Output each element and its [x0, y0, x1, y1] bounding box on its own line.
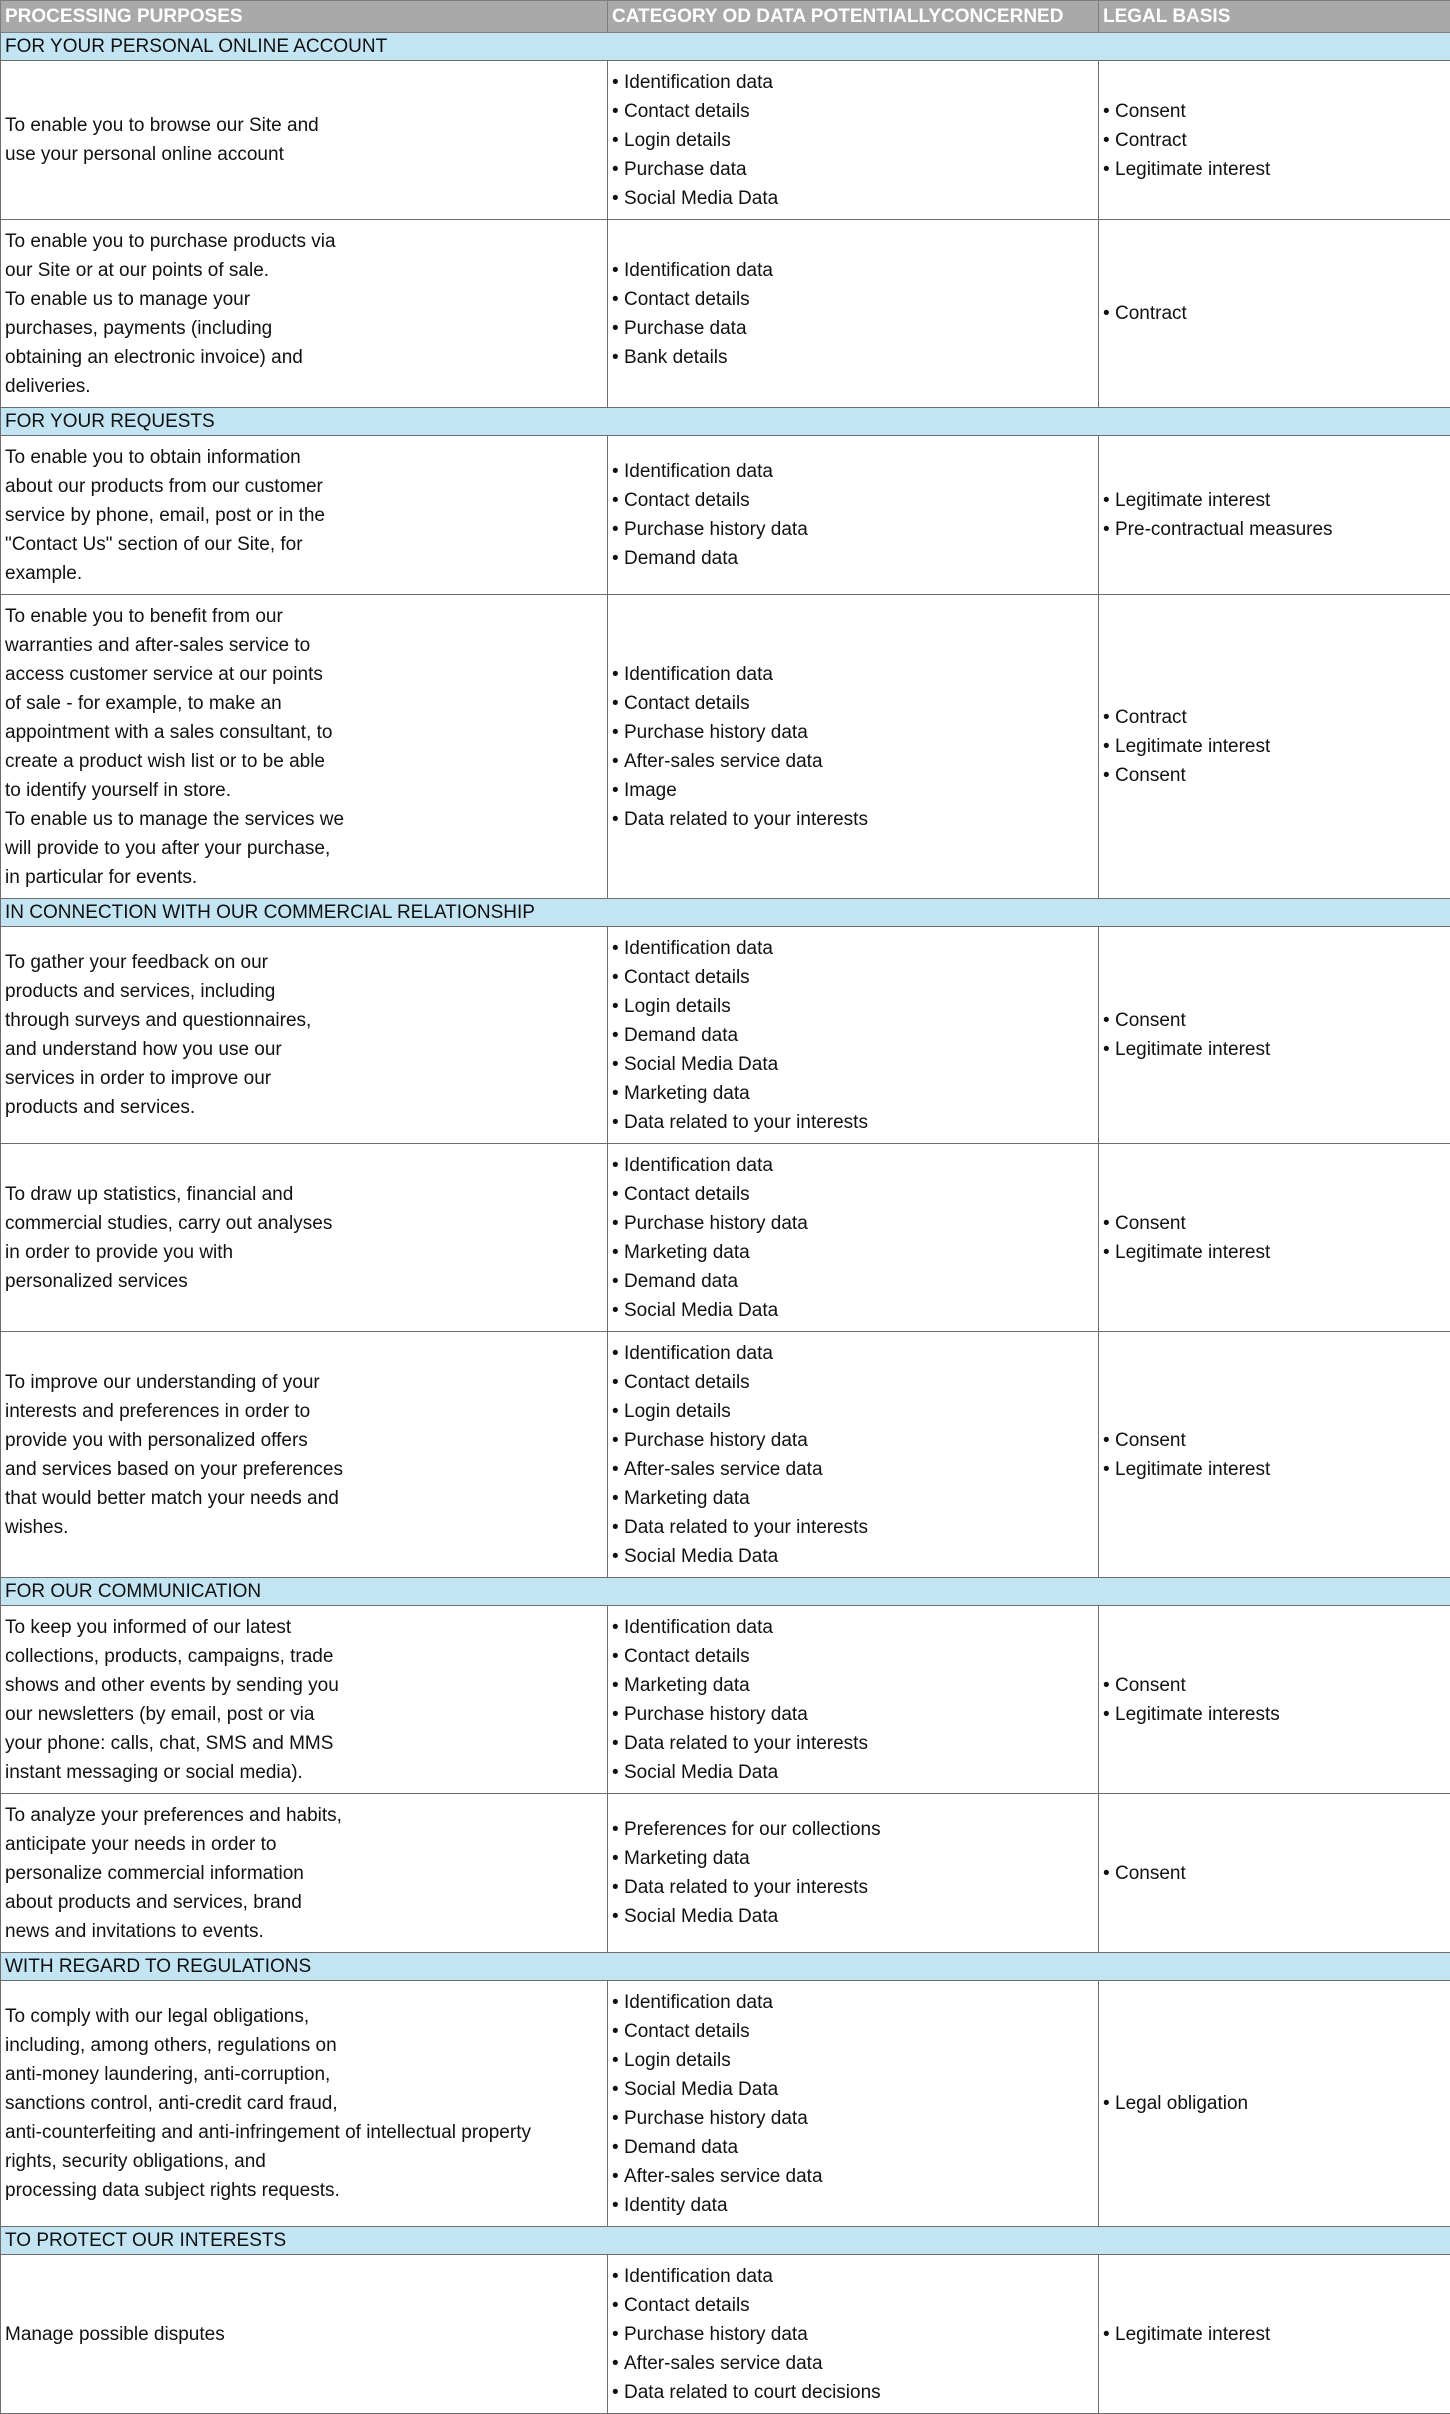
legal-basis-list	[1103, 299, 1446, 328]
data-category-item: • Identification data	[612, 68, 1094, 97]
legal-basis-cell	[1099, 1144, 1450, 1332]
data-category-item: • Purchase history data	[612, 1700, 1094, 1729]
purpose-cell	[1, 927, 608, 1144]
data-category-item: • Identification data	[612, 1613, 1094, 1642]
purpose-text: To enable you to obtain information about our products from our customer service by phone, email, post or in the "Contact Us" section of our Site, for example.	[5, 443, 603, 588]
data-categories-cell	[608, 595, 1099, 899]
data-categories-cell	[608, 1332, 1099, 1578]
legal-basis-list	[1103, 1426, 1446, 1484]
data-categories-list	[612, 1613, 1094, 1787]
legal-basis-item: • Legitimate interests	[1103, 1700, 1446, 1729]
data-categories-cell	[608, 1794, 1099, 1953]
data-categories-cell	[608, 1606, 1099, 1794]
table-row	[1, 61, 1450, 220]
legal-basis-item: • Consent	[1103, 1426, 1446, 1455]
data-category-item: • Contact details	[612, 97, 1094, 126]
legal-basis-list	[1103, 1859, 1446, 1888]
data-category-item: • Contact details	[612, 2291, 1094, 2320]
table-body	[1, 33, 1450, 2414]
data-category-item: • Contact details	[612, 2017, 1094, 2046]
purpose-cell	[1, 220, 608, 408]
data-category-item: • Contact details	[612, 1368, 1094, 1397]
data-category-item: • Bank details	[612, 343, 1094, 372]
data-category-item: • Image	[612, 776, 1094, 805]
legal-basis-item: • Contract	[1103, 703, 1446, 732]
legal-basis-list	[1103, 1671, 1446, 1729]
header-legal-basis: LEGAL BASIS	[1099, 1, 1450, 33]
table-row	[1, 436, 1450, 595]
data-category-item: • Identification data	[612, 1339, 1094, 1368]
data-category-item: • Social Media Data	[612, 1050, 1094, 1079]
legal-basis-item: • Consent	[1103, 761, 1446, 790]
data-categories-list	[612, 660, 1094, 834]
legal-basis-list	[1103, 2320, 1446, 2349]
data-category-item: • Identification data	[612, 2262, 1094, 2291]
legal-basis-list	[1103, 2089, 1446, 2118]
legal-basis-item: • Consent	[1103, 1671, 1446, 1700]
data-categories-cell	[608, 1144, 1099, 1332]
purpose-text: To enable you to benefit from our warranties and after-sales service to access customer service at our points of sale - for example, to make an appointment with a sales consultant, to create a product wish list or to be able to identify yourself in store. To enable us to manage the services we will provide to you after your purchase, in particular for events.	[5, 602, 603, 892]
data-category-item: • Data related to your interests	[612, 1729, 1094, 1758]
data-category-item: • Marketing data	[612, 1238, 1094, 1267]
data-category-item: • Social Media Data	[612, 2075, 1094, 2104]
legal-basis-item: • Legitimate interest	[1103, 1238, 1446, 1267]
data-categories-list	[612, 1815, 1094, 1931]
section-title: IN CONNECTION WITH OUR COMMERCIAL RELATIONSHIP	[1, 899, 1450, 927]
section-header-row	[1, 1953, 1450, 1981]
data-category-item: • Identification data	[612, 934, 1094, 963]
legal-basis-list	[1103, 703, 1446, 790]
legal-basis-cell	[1099, 61, 1450, 220]
data-category-item: • Social Media Data	[612, 184, 1094, 213]
data-category-item: • Contact details	[612, 285, 1094, 314]
data-category-item: • Purchase history data	[612, 2104, 1094, 2133]
table-row	[1, 1332, 1450, 1578]
data-category-item: • Data related to your interests	[612, 805, 1094, 834]
data-category-item: • Purchase data	[612, 314, 1094, 343]
legal-basis-item: • Pre-contractual measures	[1103, 515, 1446, 544]
legal-basis-item: • Legitimate interest	[1103, 2320, 1446, 2349]
data-category-item: • Identification data	[612, 1988, 1094, 2017]
data-category-item: • Contact details	[612, 1642, 1094, 1671]
data-category-item: • Contact details	[612, 486, 1094, 515]
purpose-text: To enable you to purchase products via our Site or at our points of sale. To enable us to manage your purchases, payments (including obtaining an electronic invoice) and deliveries.	[5, 227, 603, 401]
table-row	[1, 927, 1450, 1144]
data-category-item: • Purchase data	[612, 155, 1094, 184]
table-row	[1, 1981, 1450, 2227]
data-categories-cell	[608, 220, 1099, 408]
legal-basis-cell	[1099, 1332, 1450, 1578]
section-title: TO PROTECT OUR INTERESTS	[1, 2227, 1450, 2255]
data-category-item: • Identification data	[612, 457, 1094, 486]
data-category-item: • Login details	[612, 126, 1094, 155]
data-categories-list	[612, 1151, 1094, 1325]
data-categories-cell	[608, 2255, 1099, 2414]
data-category-item: • Demand data	[612, 2133, 1094, 2162]
legal-basis-item: • Legitimate interest	[1103, 155, 1446, 184]
purpose-cell	[1, 436, 608, 595]
table-row	[1, 220, 1450, 408]
data-category-item: • Social Media Data	[612, 1902, 1094, 1931]
data-category-item: • Marketing data	[612, 1844, 1094, 1873]
data-category-item: • Marketing data	[612, 1079, 1094, 1108]
legal-basis-item: • Consent	[1103, 1859, 1446, 1888]
legal-basis-cell	[1099, 1794, 1450, 1953]
data-category-item: • Purchase history data	[612, 2320, 1094, 2349]
data-categories-list	[612, 256, 1094, 372]
data-category-item: • Marketing data	[612, 1484, 1094, 1513]
legal-basis-cell	[1099, 2255, 1450, 2414]
data-category-item: • Social Media Data	[612, 1542, 1094, 1571]
legal-basis-list	[1103, 486, 1446, 544]
purpose-cell	[1, 1144, 608, 1332]
purpose-cell	[1, 1794, 608, 1953]
data-categories-cell	[608, 61, 1099, 220]
data-category-item: • Data related to your interests	[612, 1873, 1094, 1902]
legal-basis-item: • Contract	[1103, 126, 1446, 155]
section-header-row	[1, 408, 1450, 436]
legal-basis-item: • Consent	[1103, 1209, 1446, 1238]
data-categories-cell	[608, 927, 1099, 1144]
purpose-cell	[1, 1332, 608, 1578]
data-categories-list	[612, 934, 1094, 1137]
data-category-item: • Demand data	[612, 1267, 1094, 1296]
purpose-cell	[1, 595, 608, 899]
data-category-item: • Contact details	[612, 963, 1094, 992]
data-category-item: • Demand data	[612, 1021, 1094, 1050]
legal-basis-cell	[1099, 1981, 1450, 2227]
legal-basis-cell	[1099, 595, 1450, 899]
table-row	[1, 1794, 1450, 1953]
legal-basis-cell	[1099, 927, 1450, 1144]
data-category-item: • Marketing data	[612, 1671, 1094, 1700]
purpose-text: To keep you informed of our latest collections, products, campaigns, trade shows and other events by sending you our newsletters (by email, post or via your phone: calls, chat, SMS and MMS instant messaging or social media).	[5, 1613, 603, 1787]
legal-basis-cell	[1099, 436, 1450, 595]
purpose-cell	[1, 61, 608, 220]
data-category-item: • Social Media Data	[612, 1296, 1094, 1325]
legal-basis-item: • Legitimate interest	[1103, 732, 1446, 761]
section-title: FOR YOUR REQUESTS	[1, 408, 1450, 436]
data-categories-cell	[608, 436, 1099, 595]
section-header-row	[1, 1578, 1450, 1606]
section-header-row	[1, 899, 1450, 927]
data-category-item: • Purchase history data	[612, 718, 1094, 747]
data-category-item: • Login details	[612, 2046, 1094, 2075]
purpose-text: To comply with our legal obligations, including, among others, regulations on anti-money laundering, anti-corruption, sanctions control, anti-credit card fraud, anti-counterfeiting and anti-infringement of intellectual property rights, security obligations, and processing data subject rights requests.	[5, 2002, 603, 2205]
data-categories-list	[612, 2262, 1094, 2407]
data-category-item: • Purchase history data	[612, 1426, 1094, 1455]
data-category-item: • Identification data	[612, 256, 1094, 285]
section-title: FOR YOUR PERSONAL ONLINE ACCOUNT	[1, 33, 1450, 61]
data-category-item: • Purchase history data	[612, 1209, 1094, 1238]
data-category-item: • After-sales service data	[612, 2162, 1094, 2191]
section-title: WITH REGARD TO REGULATIONS	[1, 1953, 1450, 1981]
data-category-item: • Purchase history data	[612, 515, 1094, 544]
data-category-item: • Identification data	[612, 1151, 1094, 1180]
legal-basis-item: • Consent	[1103, 1006, 1446, 1035]
table-row	[1, 1606, 1450, 1794]
purpose-cell	[1, 1981, 608, 2227]
legal-basis-list	[1103, 1006, 1446, 1064]
purpose-text: To gather your feedback on our products and services, including through surveys and questionnaires, and understand how you use our services in order to improve our products and services.	[5, 948, 603, 1122]
data-category-item: • Demand data	[612, 544, 1094, 573]
section-title: FOR OUR COMMUNICATION	[1, 1578, 1450, 1606]
data-category-item: • Login details	[612, 992, 1094, 1021]
legal-basis-list	[1103, 1209, 1446, 1267]
section-header-row	[1, 2227, 1450, 2255]
data-categories-list	[612, 1339, 1094, 1571]
table-row	[1, 2255, 1450, 2414]
legal-basis-item: • Contract	[1103, 299, 1446, 328]
data-category-item: • Identification data	[612, 660, 1094, 689]
data-categories-list	[612, 68, 1094, 213]
data-categories-cell	[608, 1981, 1099, 2227]
data-category-item: • Social Media Data	[612, 1758, 1094, 1787]
legal-basis-item: • Legitimate interest	[1103, 486, 1446, 515]
legal-basis-cell	[1099, 220, 1450, 408]
legal-basis-item: • Consent	[1103, 97, 1446, 126]
header-processing-purposes: PROCESSING PURPOSES	[1, 1, 608, 33]
data-category-item: • After-sales service data	[612, 2349, 1094, 2378]
table-row	[1, 595, 1450, 899]
purpose-text: To enable you to browse our Site and use your personal online account	[5, 111, 603, 169]
data-category-item: • Data related to your interests	[612, 1513, 1094, 1542]
purpose-text: To draw up statistics, financial and commercial studies, carry out analyses in order to provide you with personalized services	[5, 1180, 603, 1296]
data-category-item: • Contact details	[612, 689, 1094, 718]
header-data-categories: CATEGORY OD DATA POTENTIALLYCONCERNED	[608, 1, 1099, 33]
purpose-cell	[1, 2255, 608, 2414]
legal-basis-item: • Legitimate interest	[1103, 1035, 1446, 1064]
data-category-item: • Data related to court decisions	[612, 2378, 1094, 2407]
header-row	[1, 1, 1450, 33]
legal-basis-item: • Legal obligation	[1103, 2089, 1446, 2118]
section-header-row	[1, 33, 1450, 61]
data-category-item: • Login details	[612, 1397, 1094, 1426]
purpose-text: To improve our understanding of your interests and preferences in order to provide you with personalized offers and services based on your preferences that would better match your needs and wishes.	[5, 1368, 603, 1542]
data-category-item: • After-sales service data	[612, 747, 1094, 776]
table-row	[1, 1144, 1450, 1332]
legal-basis-cell	[1099, 1606, 1450, 1794]
purpose-text: To analyze your preferences and habits, anticipate your needs in order to personalize commercial information about products and services, brand news and invitations to events.	[5, 1801, 603, 1946]
data-category-item: • Identity data	[612, 2191, 1094, 2220]
data-category-item: • Contact details	[612, 1180, 1094, 1209]
purpose-text: Manage possible disputes	[5, 2320, 603, 2349]
purpose-cell	[1, 1606, 608, 1794]
data-category-item: • Data related to your interests	[612, 1108, 1094, 1137]
data-category-item: • Preferences for our collections	[612, 1815, 1094, 1844]
data-category-item: • After-sales service data	[612, 1455, 1094, 1484]
legal-basis-list	[1103, 97, 1446, 184]
data-categories-list	[612, 457, 1094, 573]
data-categories-list	[612, 1988, 1094, 2220]
legal-basis-item: • Legitimate interest	[1103, 1455, 1446, 1484]
